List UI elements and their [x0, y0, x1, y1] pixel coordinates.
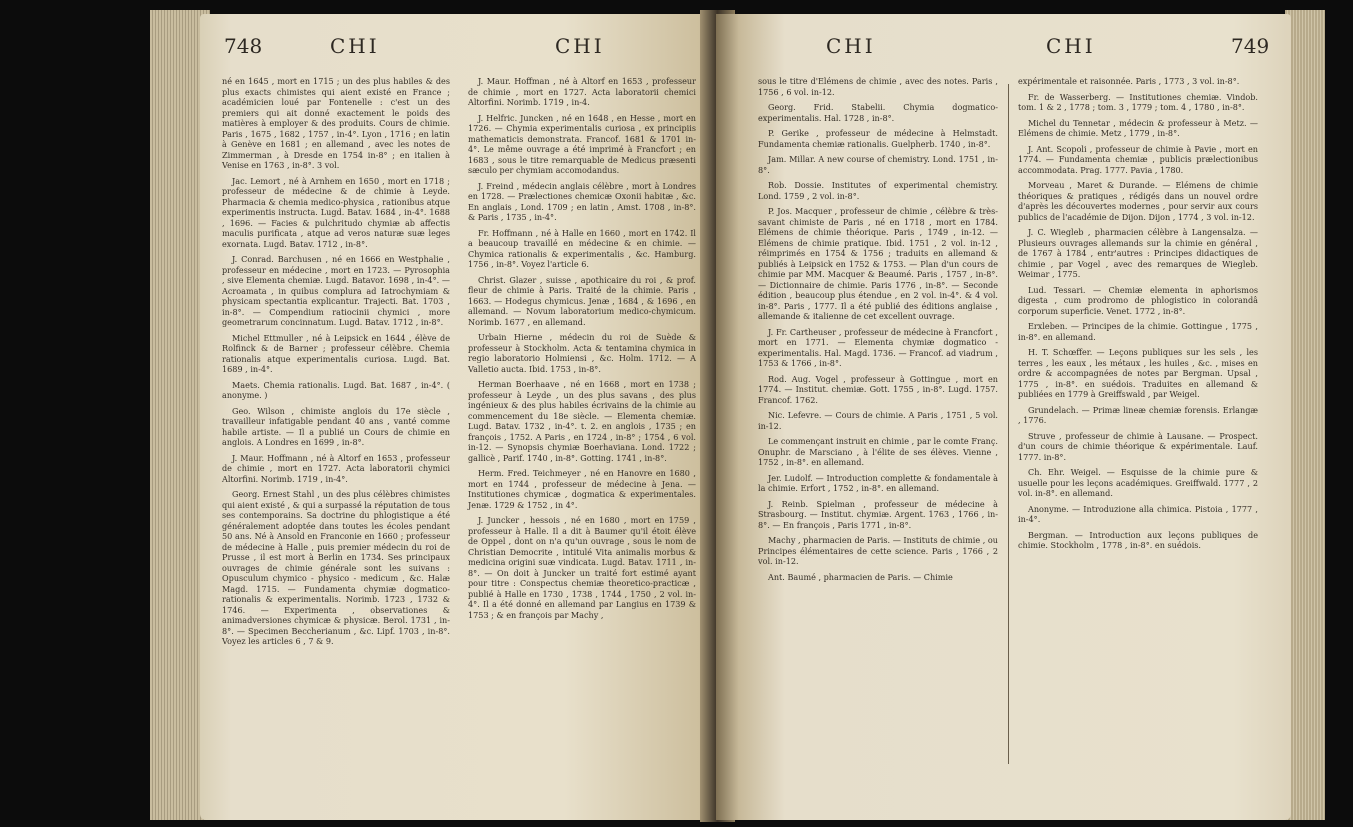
- entry: Anonyme. — Introduzione alla chimica. Pistoia , 1777 , in-4°.: [1018, 503, 1258, 524]
- left-folio: 748: [224, 34, 263, 58]
- entry: J. Conrad. Barchusen , né en 1666 en Westphalie , professeur en médecine , mort en 1723. — Pyrosophia , sive Elementa chemiæ. Lugd. Batavor. 1698 , in-4°. — Acroamata , in quibus complura ad Iatrochymiam & physicam spectantia explicantur. Trajecti. Bat. 1703 , in-8°. — Compendium ratiocinii chymici , more geometrarum concinnatum. Lugd. Batav. 1712 , in-8°.: [222, 254, 450, 327]
- entry: J. Maur. Hoffman , né à Altorf en 1653 , professeur de chimie , mort en 1727. Acta laboratorii chemici Altorfini. Norimb. 1719 , in-4.: [468, 76, 696, 107]
- entry: Morveau , Maret & Durande. — Elémens de chimie théoriques & pratiques , rédigés dans un nouvel ordre d'après les découvertes modernes , pour servir aux cours publics de l'académie de Dijon. Dijon , 1774 , 3 vol. in-12.: [1018, 180, 1258, 222]
- right-column-1: [758, 76, 998, 587]
- entry: Rob. Dossie. Institutes of experimental chemistry. Lond. 1759 , 2 vol. in-8°.: [758, 180, 998, 201]
- entry: J. Ant. Scopoli , professeur de chimie à Pavie , mort en 1774. — Fundamenta chemiæ , publicis prælectionibus accommodata. Prag. 1777. Pavia , 1780.: [1018, 143, 1258, 175]
- entry: J. Maur. Hoffmann , né à Altorf en 1653 , professeur de chimie , mort en 1727. Acta laboratorii chymici Altorfini. Norimb. 1719 , in-4°.: [222, 452, 450, 484]
- entry: J. Reinb. Spielman , professeur de médecine à Strasbourg. — Institut. chymiæ. Argent. 1763 , 1766 , in-8°. — En françois , Paris 1771 , in-8°.: [758, 498, 998, 530]
- entry: Jer. Ludolf. — Introduction complette & fondamentale à la chimie. Erfort , 1752 , in-8°. en allemand.: [758, 472, 998, 493]
- right-page: [716, 14, 1291, 820]
- entry: Urbain Hierne , médecin du roi de Suède & professeur à Stockholm. Acta & tentamina chymica in regio laboratorio Holmiensi , &c. Holm. 1712. — A Valletio aucta. Ibid. 1753 , in-8°.: [468, 332, 696, 374]
- left-column-2: [468, 76, 696, 625]
- entry: J. Juncker , hessois , né en 1680 , mort en 1759 , professeur à Halle. Il a dit à Baumer qu'il étoit élève de Oppel , dont on n'a qu'un ouvrage , sous le nom de Christian Democrite , intitulé Vita animalis morbus & medicina origini suæ vindicata. Lugd. Batav. 1711 , in-8°. — On doit à Juncker un traité fort estimé ayant pour titre : Conspectus chemiæ theoretico-practicæ , publié à Halle en 1730 , 1738 , 1744 , 1750 , 2 vol. in-4°. Il a été donné en allemand par Langius en 1739 & 1753 ; & en françois par Machy ,: [468, 515, 696, 620]
- entry: Ch. Ehr. Weigel. — Esquisse de la chimie pure & usuelle pour les leçons académiques. Greiffwald. 1777 , 2 vol. in-8°. en allemand.: [1018, 467, 1258, 498]
- entry: Erxleben. — Principes de la chimie. Gottingue , 1775 , in-8°. en allemand.: [1018, 321, 1258, 342]
- entry: Ant. Baumé , pharmacien de Paris. — Chimie: [768, 571, 953, 582]
- entry: Le commençant instruit en chimie , par le comte Franç. Onuphr. de Marsciano , à l'élite de ses élèves. Vienne , 1752 , in-8°. en allemand.: [758, 436, 998, 467]
- entry: Fr. de Wasserberg. — Institutiones chemiæ. Vindob. tom. 1 & 2 , 1778 ; tom. 3 , 1779 ; tom. 4 , 1780 , in-8°.: [1018, 91, 1258, 112]
- entry: Herman Boerhaave , né en 1668 , mort en 1738 ; professeur à Leyde , un des plus savans , des plus ingénieux & des plus habiles écrivains de la chimie au commencement du 18e siècle. — Elementa chemiæ. Lugd. Batav. 1732 , in-4°. t. 2. en anglois , 1735 ; en françois , 1752. A Paris , en 1724 , in-8° ; 1754 , 6 vol. in-12. — Synopsis chymiæ Boerhaviana. Lond. 1722 ; gallicè , Parif. 1740 , in-8°. Gotting. 1741 , in-8°.: [468, 379, 696, 463]
- entry: Jac. Lemort , né à Arnhem en 1650 , mort en 1718 ; professeur de médecine & de chimie à Leyde. Pharmacia & chemia medico-physica , rationibus atque experimentis instructa. Lugd. Batav. 1684 , in-4°. 1688 , 1696. — Facies & pulchritudo chymiæ ab affectis maculis purificata , atque ad veros naturæ suæ leges exornata. Lugd. Batav. 1712 , in-8°.: [222, 175, 450, 249]
- entry: Jam. Millar. A new course of chemistry. Lond. 1751 , in-8°.: [758, 154, 998, 175]
- entry: P. Gerike , professeur de médecine à Helmstadt. Fundamenta chemiæ rationalis. Guelpherb. 1740 , in-8°.: [758, 128, 998, 149]
- entry: Fr. Hoffmann , né à Halle en 1660 , mort en 1742. Il a beaucoup travaillé en médecine & en chimie. — Chymica rationalis & experimentalis , &c. Hamburg. 1756 , in-8°. Voyez l'article 6.: [468, 227, 696, 269]
- left-running-head-col1: CHI: [330, 34, 380, 58]
- entry: expérimentale et raisonnée. Paris , 1773 , 3 vol. in-8°.: [1018, 76, 1240, 86]
- entry: H. T. Schœffer. — Leçons publiques sur les sels , les terres , les eaux , les métaux , les huiles , &c. , mises en ordre & accompagnées de notes par Bergman. Upsal , 1775 , in-8°. en suédois. Traduites en allemand & publiées en 1779 à Greiffswald , par Weigel.: [1018, 347, 1258, 399]
- right-column-2: [1018, 76, 1258, 556]
- entry: Lud. Tessari. — Chemiæ elementa in aphorismos digesta , cum prodromo de phlogistico in colorandâ corporum superficie. Venet. 1772 , in-8°.: [1018, 284, 1258, 316]
- entry: Herm. Fred. Teichmeyer , né en Hanovre en 1680 , mort en 1744 , professeur de médecine à Jena. — Institutiones chymicæ , dogmatica & experimentales. Jenæ. 1729 & 1752 , in 4°.: [468, 468, 696, 510]
- entry: Georg. Frid. Stabelii. Chymia dogmatico-experimentalis. Hal. 1728 , in-8°.: [758, 102, 998, 123]
- entry: J. Freind , médecin anglais célèbre , mort à Londres en 1728. — Prælectiones chemicæ Oxonii habitæ , &c. En anglais , Lond. 1709 ; en latin , Amst. 1708 , in-8°. & Paris , 1735 , in-4°.: [468, 180, 696, 222]
- entry: sous le titre d'Elémens de chimie , avec des notes. Paris , 1756 , 6 vol. in-12.: [758, 76, 998, 97]
- entry: J. Fr. Cartheuser , professeur de médecine à Francfort , mort en 1771. — Elementa chymiæ dogmatico - experimentalis. Hal. Magd. 1736. — Francof. ad viadrum , 1753 & 1766 , in-8°.: [758, 326, 998, 368]
- entry: Machy , pharmacien de Paris. — Instituts de chimie , ou Principes élémentaires de cette science. Paris , 1766 , 2 vol. in-12.: [758, 535, 998, 566]
- entry: Bergman. — Introduction aux leçons publiques de chimie. Stockholm , 1778 , in-8°. en suédois.: [1018, 529, 1258, 550]
- left-running-head-col2: CHI: [555, 34, 605, 58]
- column-rule: [1008, 84, 1009, 764]
- entry: Michel du Tennetar , médecin & professeur à Metz. — Elémens de chimie. Metz , 1779 , in-8°.: [1018, 117, 1258, 138]
- entry: Maets. Chemia rationalis. Lugd. Bat. 1687 , in-4°. ( anonyme. ): [222, 379, 450, 400]
- entry: Grundelach. — Primæ lineæ chemiæ forensis. Erlangæ , 1776.: [1018, 404, 1258, 425]
- entry: Georg. Ernest Stahl , un des plus célèbres chimistes qui aient existé , & qui a surpassé la réputation de tous ses contemporains. Sa doctrine du phlogistique a été généralement adoptée dans toutes les écoles pendant 50 ans. Né à Ansold en Franconie en 1660 ; professeur de médecine à Halle , puis premier médecin du roi de Prusse , il est mort à Berlin en 1734. Ses principaux ouvrages de chimie générale sont les suivans : Opusculum chymico - physico - medicum , &c. Halæ Magd. 1715. — Fundamenta chymiæ dogmatico-rationalis & experimentalis. Norimb. 1723 , 1732 & 1746. — Experimenta , observationes & animadversiones chymicæ & physicæ. Berol. 1731 , in-8°. — Specimen Beccherianum , &c. Lipf. 1703 , in-8°. Voyez les articles 6 , 7 & 9.: [222, 489, 450, 646]
- left-page: [200, 14, 720, 820]
- right-folio: 749: [1231, 34, 1270, 58]
- right-running-head-col1: CHI: [826, 34, 876, 58]
- entry: Nic. Lefevre. — Cours de chimie. A Paris , 1751 , 5 vol. in-12.: [758, 410, 998, 431]
- left-column-1: [222, 76, 450, 652]
- entry: J. C. Wiegleb , pharmacien célèbre à Langensalza. — Plusieurs ouvrages allemands sur la chimie en général , de 1767 à 1784 , entr'autres : Principes didactiques de chimie , par Vogel , avec des remarques de Wiegleb. Weimar , 1775.: [1018, 227, 1258, 279]
- right-page-edges: [1285, 10, 1325, 820]
- entry: Struve , professeur de chimie à Lausane. — Prospect. d'un cours de chimie théorique & expérimentale. Lauf. 1777. in-8°.: [1018, 430, 1258, 462]
- entry: Christ. Glazer , suisse , apothicaire du roi , & prof. fleur de chimie à Paris. Traité de la chimie. Paris , 1663. — Hodegus chymicus. Jenæ , 1684 , & 1696 , en allemand. — Novum laboratorium medico-chymicum. Norimb. 1677 , en allemand.: [468, 274, 696, 327]
- entry: Geo. Wilson , chimiste anglois du 17e siècle , travailleur infatigable pendant 40 ans , vanté comme habile artiste. — Il a publié un Cours de chimie en anglois. A Londres en 1699 , in-8°.: [222, 405, 450, 447]
- right-running-head-col2: CHI: [1046, 34, 1096, 58]
- entry: Michel Ettmuller , né à Leipsick en 1644 , élève de Rolfinck & de Barner ; professeur célèbre. Chemia rationalis atque experimentalis curiosa. Lugd. Bat. 1689 , in-4°.: [222, 332, 450, 374]
- entry: J. Helfric. Juncken , né en 1648 , en Hesse , mort en 1726. — Chymia experimentalis curiosa , ex principiis mathematicis demonstrata. Francof. 1681 & 1701 in-4°. Le même ouvrage a été imprimé à Francfort ; en 1683 , sous le titre remarquable de Medicus præsenti sæculo per chymiam accomodandus.: [468, 112, 696, 175]
- entry: P. Jos. Macquer , professeur de chimie , célèbre & très-savant chimiste de Paris , né en 1718 , mort en 1784. Elémens de chimie théorique. Paris , 1749 , in-12. — Elémens de chimie pratique. Ibid. 1751 , 2 vol. in-12 , réimprimés en 1754 & 1756 ; traduits en allemand & publiés à Leipsick en 1752 & 1753. — Plan d'un cours de chimie par MM. Macquer & Beaumé. Paris , 1757 , in-8°. — Dictionnaire de chimie. Paris 1776 , in-8°. — Seconde édition , beaucoup plus étendue , en 2 vol. in-4°. & 4 vol. in-8°. Paris , 1777. Il a été publié des éditions anglaise , allemande & italienne de cet excellent ouvrage.: [758, 206, 998, 321]
- entry: Rod. Aug. Vogel , professeur à Gottingue , mort en 1774. — Institut. chemiæ. Gott. 1755 , in-8°. Lugd. 1757. Francof. 1762.: [758, 373, 998, 405]
- entry: né en 1645 , mort en 1715 ; un des plus habiles & des plus exacts chimistes qui aient existé en France ; académicien loué par Fontenelle : c'est un des premiers qui ait donné exactement le poids des matières à employer & des produits. Cours de chimie. Paris , 1675 , 1682 , 1757 , in-4°. Lyon , 1716 ; en latin à Genève en 1681 ; en allemand , avec les notes de Zimmerman , à Dresde en 1754 in-8° ; en italien à Venise en 1763 , in-8°. 3 vol.: [222, 76, 450, 170]
